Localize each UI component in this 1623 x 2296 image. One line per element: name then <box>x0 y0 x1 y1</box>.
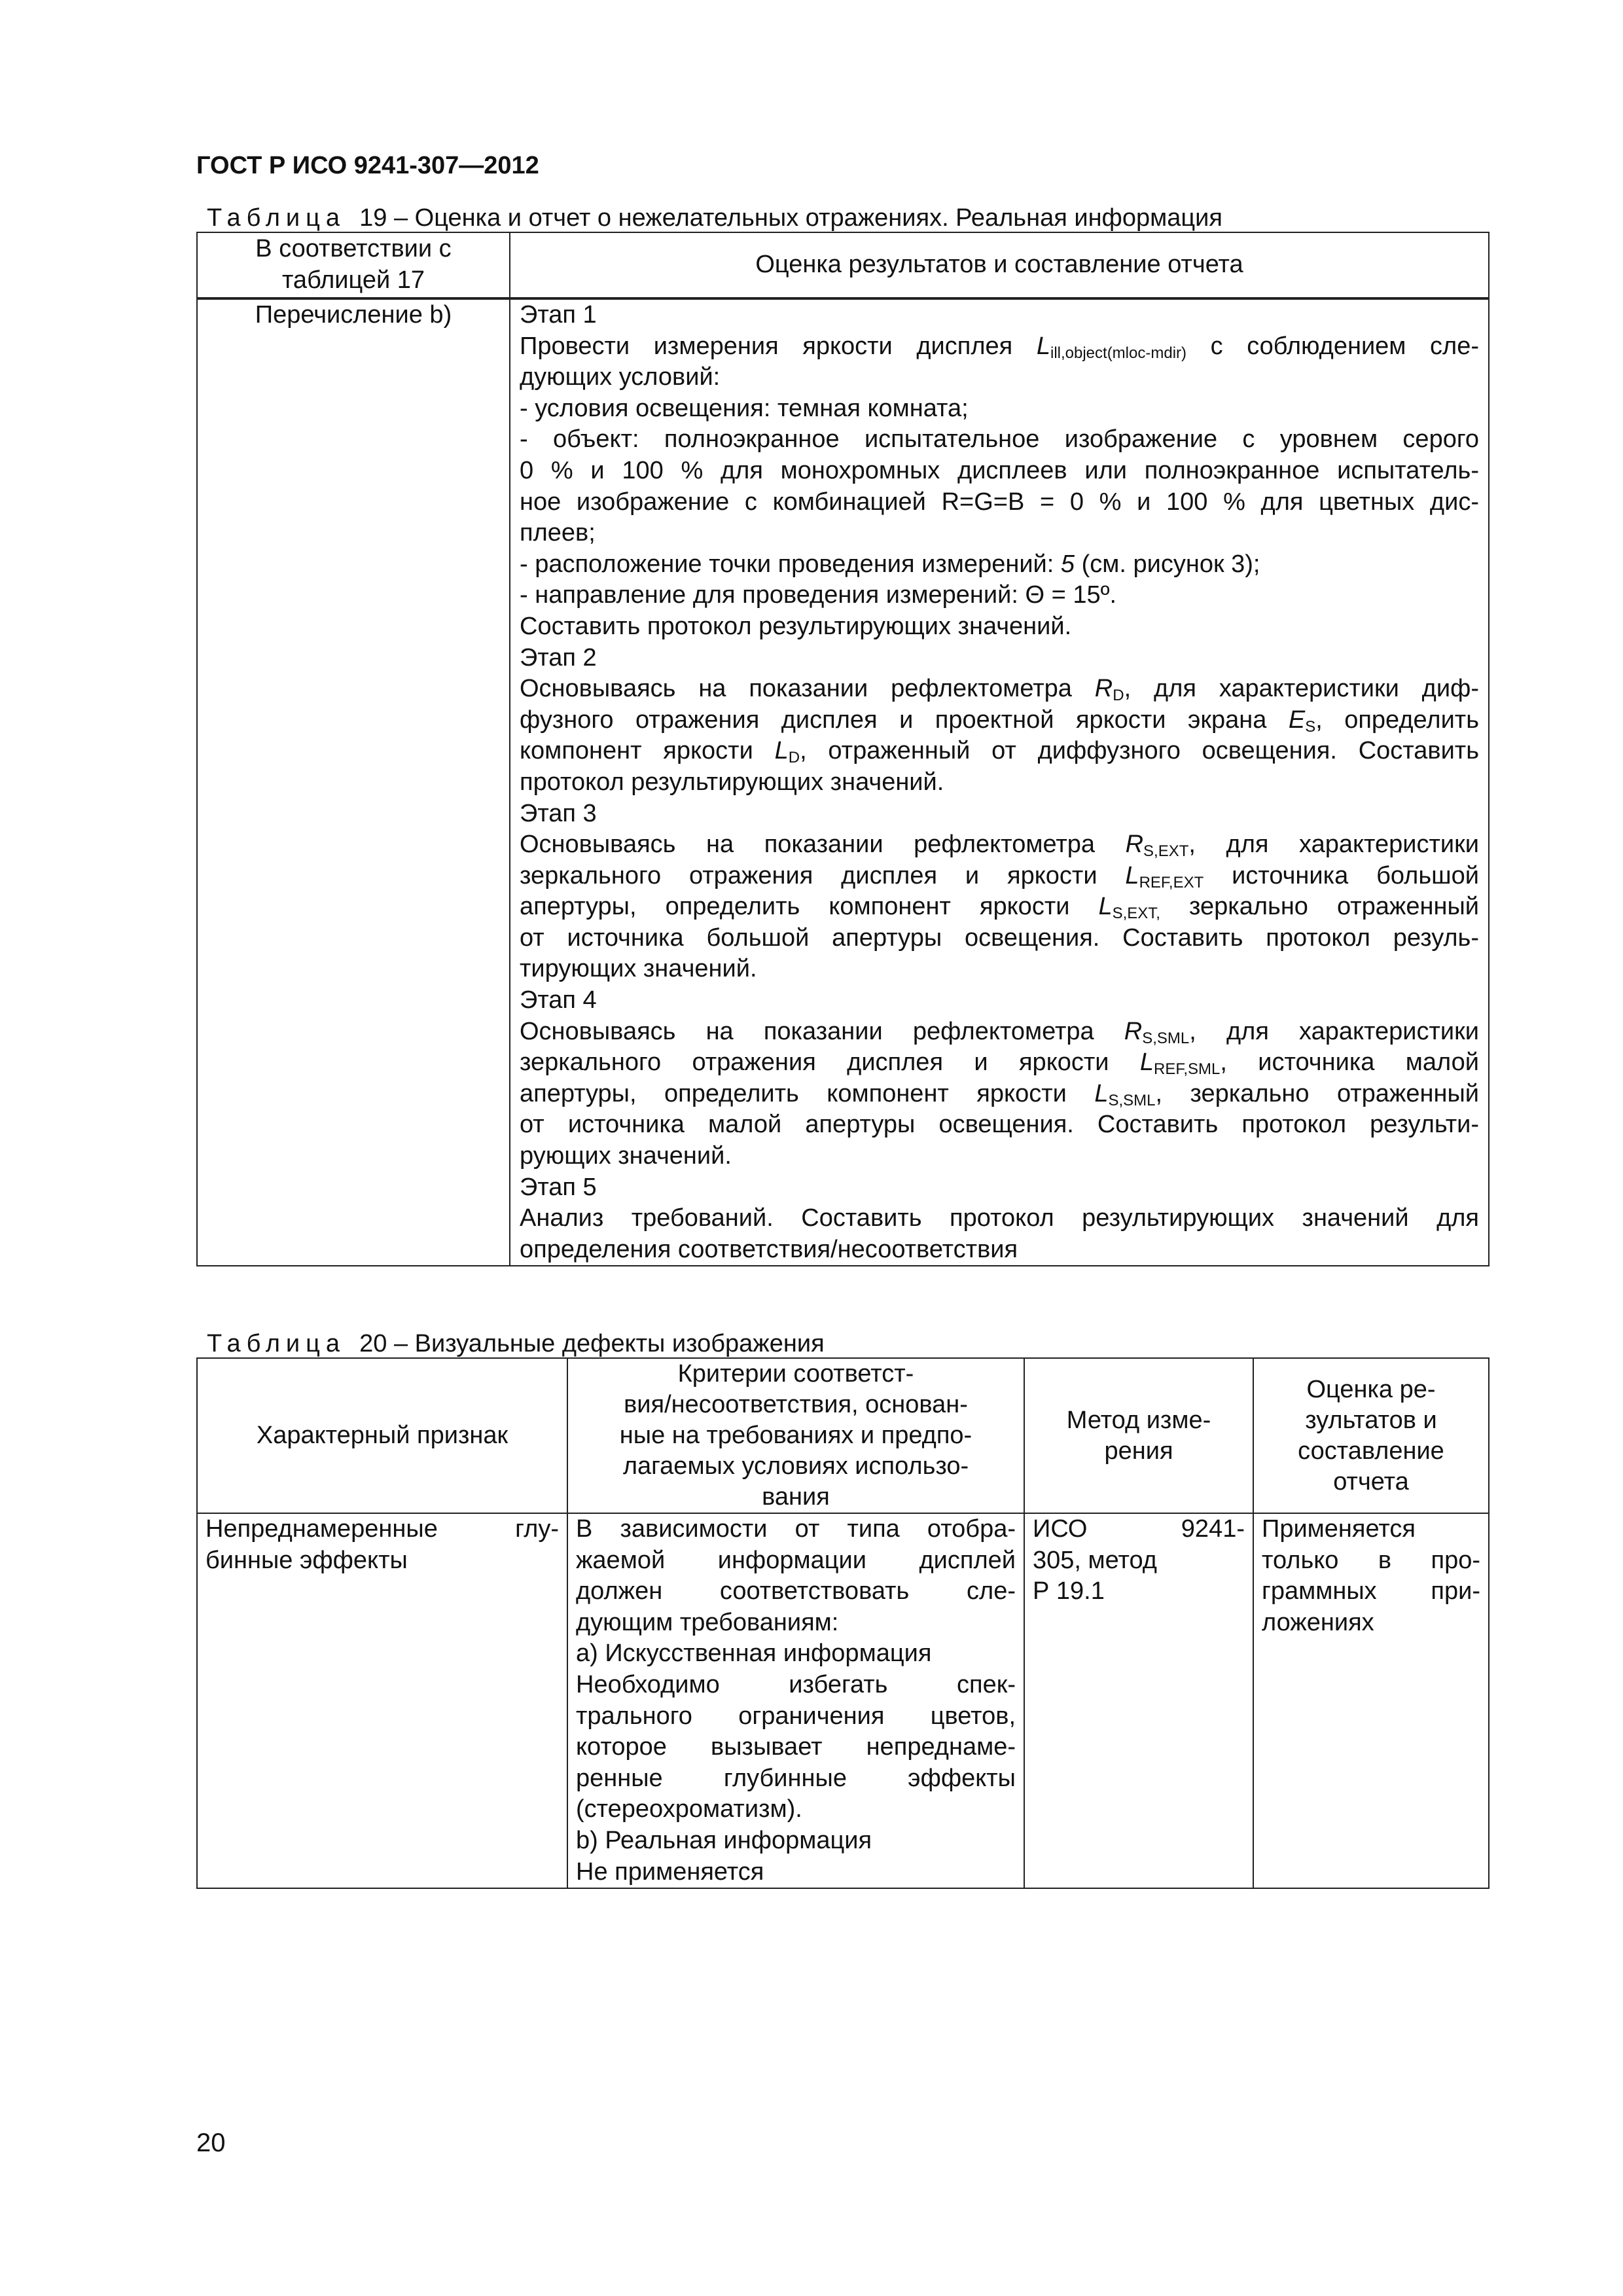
table20-header-col1: Характерный признак <box>197 1358 567 1513</box>
symbol: L <box>1139 1049 1154 1077</box>
subscript: S,SML <box>1108 1091 1156 1109</box>
subscript: S,EXT, <box>1112 905 1160 923</box>
table20-header-col2 <box>567 1358 1024 1513</box>
table19-row <box>197 298 1489 1266</box>
stage4-text-line: от источника малой апертуры освещения. Составить протокол результи- <box>520 1111 1479 1139</box>
text-run: , для характеристики <box>1189 1017 1479 1045</box>
subscript: S,SML <box>1142 1029 1190 1047</box>
header-col1-line: таблицей 17 <box>281 266 425 294</box>
cell-line: (стереохроматизм). <box>576 1795 802 1823</box>
page-number: 20 <box>196 2128 226 2157</box>
table19-header-col2: Оценка результатов и составление отчета <box>510 232 1489 298</box>
header-line: рения <box>1104 1437 1173 1465</box>
table19-header-row <box>197 232 1489 298</box>
cell-line: а) Искусственная информация <box>576 1640 932 1668</box>
stage5-text-line: определения соответствия/несоответствия <box>520 1235 1018 1263</box>
text-run: - расположение точки проведения измерений: <box>520 550 1061 578</box>
header-line: вания <box>762 1483 830 1511</box>
text-run: компонент яркости <box>520 737 775 765</box>
subscript: D <box>788 749 800 767</box>
header-line: лагаемых условиях использо- <box>622 1452 969 1480</box>
table20-cell-criteria <box>567 1513 1024 1888</box>
stage4-text-line <box>520 1079 1479 1110</box>
header-col1-line: В соответствии с <box>255 235 452 263</box>
stage4-text-line: рующих значений. <box>520 1142 732 1170</box>
table20 <box>196 1357 1489 1889</box>
stage1-condition: плеев; <box>520 519 596 547</box>
text-run: фузного отражения дисплея и проектной яркости экрана <box>520 706 1289 734</box>
text-run: , источника малой <box>1220 1049 1479 1077</box>
stage1-condition: ное изображение с комбинацией R=G=B = 0 % и 100 % для цветных дис- <box>520 488 1479 516</box>
symbol: R <box>1094 675 1113 703</box>
table20-caption-label: Таблица <box>207 1330 346 1357</box>
stage2-text-line <box>520 673 1479 705</box>
table19-row-content <box>510 298 1489 1266</box>
header-line: Критерии соответст- <box>677 1360 914 1388</box>
header-line: отчета <box>1333 1467 1409 1496</box>
stage3-text-line: тирующих значений. <box>520 955 757 983</box>
symbol: L <box>1036 332 1050 360</box>
symbol: L <box>1094 1079 1109 1107</box>
text-run: , определить <box>1315 706 1480 734</box>
text-run: (см. рисунок 3); <box>1075 550 1260 578</box>
cell-line: Р 19.1 <box>1033 1577 1105 1605</box>
header-line: Оценка ре- <box>1306 1375 1436 1403</box>
stage2-text-line: протокол результирующих значений. <box>520 768 944 796</box>
stage1-condition: - условия освещения: темная комната; <box>520 394 969 422</box>
text-run: зеркально отраженный <box>1160 893 1479 921</box>
stage4-title: Этап 4 <box>520 986 597 1014</box>
stage3-text-line: от источника большой апертуры освещения. Составить протокол резуль- <box>520 924 1479 952</box>
table19-caption-label: Таблица <box>207 204 346 232</box>
cell-line: Необходимо избегать спек- <box>576 1670 1016 1698</box>
subscript: ill,object(mloc-mdir) <box>1050 344 1187 362</box>
cell-line: Применяется <box>1262 1515 1416 1543</box>
symbol: R <box>1125 831 1144 859</box>
symbol: R <box>1124 1017 1143 1045</box>
stage4-text-line <box>520 1047 1479 1079</box>
stage2-text-line <box>520 705 1479 736</box>
cell-line: должен соответствовать сле- <box>576 1577 1016 1605</box>
stage1-condition: 0 % и 100 % для монохромных дисплеев или полноэкранное испытатель- <box>520 456 1479 484</box>
table20-cell-feature <box>197 1513 567 1888</box>
symbol: 5 <box>1060 550 1075 578</box>
stage1-title: Этап 1 <box>520 301 597 329</box>
symbol: E <box>1288 706 1306 734</box>
header-line: Метод изме- <box>1066 1406 1211 1434</box>
table20-caption-text: 20 – Визуальные дефекты изображения <box>359 1330 825 1357</box>
text-run: зеркального отражения дисплея и яркости <box>520 861 1126 889</box>
cell-line: Не применяется <box>576 1857 764 1886</box>
table20-header-col4 <box>1253 1358 1489 1513</box>
text-run: апертуры, определить компонент яркости <box>520 893 1099 921</box>
table20-caption <box>207 1329 825 1359</box>
stage3-text-line <box>520 861 1479 892</box>
stage2-text-line <box>520 736 1479 767</box>
table20-header-col3 <box>1024 1358 1253 1513</box>
header-line: вия/несоответствия, основан- <box>624 1391 968 1418</box>
cell-line: трального ограничения цветов, <box>576 1702 1016 1730</box>
text-run: Основываясь на показании рефлектометра <box>520 675 1095 703</box>
subscript: REF,EXT <box>1139 873 1204 891</box>
table20-row <box>197 1513 1489 1888</box>
stage1-condition: - объект: полноэкранное испытательное изображение с уровнем серого <box>520 425 1479 454</box>
subscript: S <box>1305 717 1316 736</box>
stage4-text-line <box>520 1016 1479 1048</box>
text-run: Основываясь на показании рефлектометра <box>520 1017 1124 1045</box>
subscript: S,EXT <box>1143 842 1189 861</box>
cell-line: b) Реальная информация <box>576 1826 872 1854</box>
cell-line: бинные эффекты <box>205 1546 408 1574</box>
cell-line: ИСО 9241- <box>1033 1515 1245 1543</box>
cell-line: дующим требованиям: <box>576 1608 839 1636</box>
stage1-condition <box>520 549 1479 581</box>
header-line: ные на требованиях и предпо- <box>619 1422 972 1449</box>
stage1-text-line <box>520 331 1479 363</box>
text-run: , для характеристики диф- <box>1124 675 1480 703</box>
text-run: Провести измерения яркости дисплея <box>520 332 1037 360</box>
subscript: D <box>1113 687 1124 705</box>
subscript: REF,SML <box>1154 1060 1221 1079</box>
table20-header-row <box>197 1358 1489 1513</box>
stage3-text-line <box>520 829 1479 861</box>
stage3-title: Этап 3 <box>520 799 597 827</box>
text-run: , зеркально отраженный <box>1155 1079 1479 1107</box>
document-header: ГОСТ Р ИСО 9241-307—2012 <box>196 152 539 179</box>
text-run: , для характеристики <box>1188 831 1479 859</box>
table19-header-col1 <box>197 232 510 298</box>
stage5-title: Этап 5 <box>520 1173 597 1201</box>
cell-line: Непреднамеренные глу- <box>205 1515 559 1543</box>
text-run: с соблюдением сле- <box>1186 332 1479 360</box>
symbol: L <box>1098 893 1113 921</box>
symbol: L <box>774 737 789 765</box>
table19-caption-text: 19 – Оценка и отчет о нежелательных отражениях. Реальная информация <box>359 204 1222 232</box>
cell-line: 305, метод <box>1033 1546 1157 1574</box>
cell-line: которое вызывает непреднаме- <box>576 1733 1016 1761</box>
stage1-condition: - направление для проведения измерений: Θ = 15º. <box>520 581 1117 609</box>
symbol: L <box>1125 861 1139 889</box>
stage5-text-line: Анализ требований. Составить протокол результирующих значений для <box>520 1204 1479 1232</box>
text-run: зеркального отражения дисплея и яркости <box>520 1049 1140 1077</box>
header-line: зультатов и <box>1305 1406 1437 1434</box>
cell-line: ренные глубинные эффекты <box>576 1764 1016 1792</box>
table19-caption <box>207 203 1222 233</box>
text-run: , отраженный от диффузного освещения. Составить <box>800 737 1479 765</box>
stage1-report: Составить протокол результирующих значений. <box>520 612 1072 640</box>
table19-row-label: Перечисление b) <box>197 298 510 1266</box>
stage3-text-line <box>520 891 1479 923</box>
text-run: апертуры, определить компонент яркости <box>520 1079 1095 1107</box>
text-run: источника большой <box>1204 861 1479 889</box>
stage2-title: Этап 2 <box>520 643 597 672</box>
cell-line: В зависимости от типа отобра- <box>576 1515 1016 1543</box>
table20-cell-evaluation <box>1253 1513 1489 1888</box>
table19 <box>196 232 1489 1266</box>
text-run: Основываясь на показании рефлектометра <box>520 831 1126 859</box>
table20-cell-method <box>1024 1513 1253 1888</box>
cell-line: граммных при- <box>1262 1577 1480 1605</box>
header-line: составление <box>1298 1437 1444 1465</box>
cell-line: только в про- <box>1262 1546 1480 1574</box>
cell-line: жаемой информации дисплей <box>576 1546 1016 1574</box>
stage1-text-line: дующих условий: <box>520 363 721 391</box>
cell-line: ложениях <box>1262 1608 1374 1636</box>
